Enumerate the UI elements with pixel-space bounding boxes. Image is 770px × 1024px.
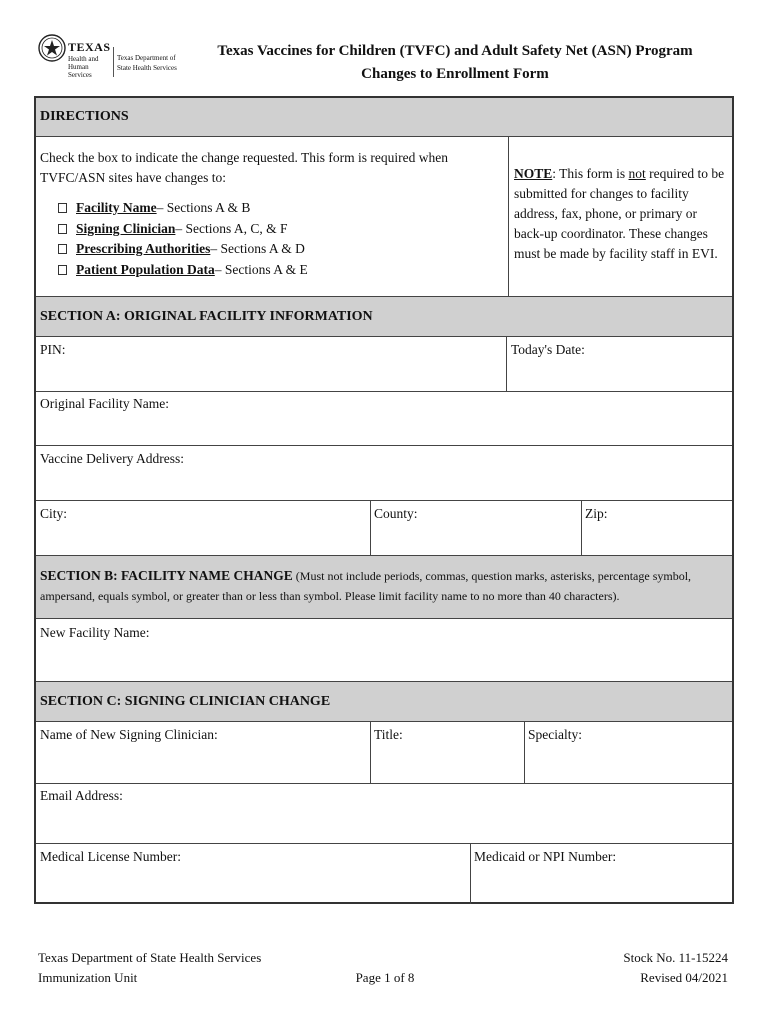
texas-star-seal-icon (38, 34, 66, 62)
new-facility-name-field-label[interactable]: New Facility Name: (40, 625, 150, 640)
cell-divider (581, 500, 582, 556)
row-divider (36, 391, 732, 392)
change-options-list (58, 198, 308, 280)
signing-clinician-name-field-label[interactable]: Name of New Signing Clinician: (40, 727, 218, 742)
cell-divider (524, 722, 525, 783)
row-divider (36, 500, 732, 501)
city-field-label[interactable]: City: (40, 506, 68, 521)
enrollment-change-form (34, 96, 734, 904)
vaccine-delivery-address-field-label[interactable]: Vaccine Delivery Address: (40, 451, 184, 466)
title-line-2: Changes to Enrollment Form (361, 66, 549, 82)
option-patient-population-data[interactable]: Patient Population Data – Sections A & E (58, 260, 308, 281)
document-title (210, 40, 700, 86)
section-b-instructions: (Must not include periods, commas, question marks, asterisks, percentage symbol, ampersand, equals symbol, or greater than or less than symbol. Please limit facility name to no more than 40 characters). (40, 569, 692, 603)
cell-divider (370, 722, 371, 783)
option-signing-clinician[interactable]: Signing Clinician – Sections A, C, & F (58, 219, 308, 240)
directions-note: NOTE: This form is not required to be submitted for changes to facility address, fax, phone, or primary or back-up coordinator. These changes must be made by facility staff in EVI. (514, 166, 725, 261)
logo-texas-text: TEXAS (68, 40, 111, 54)
cell-divider (506, 337, 507, 392)
directions-text: Check the box to indicate the change requested. This form is required when TVFC/ASN sites have changes to: (40, 150, 448, 185)
checkbox[interactable] (58, 203, 67, 213)
footer-unit: Immunization Unit (38, 970, 138, 985)
original-facility-name-field-label[interactable]: Original Facility Name: (40, 396, 169, 411)
logo-hhs-text: Health and Human Services (68, 55, 99, 79)
checkbox[interactable] (58, 224, 67, 234)
section-a-heading: SECTION A: ORIGINAL FACILITY INFORMATION (36, 296, 732, 337)
section-c-heading: SECTION C: SIGNING CLINICIAN CHANGE (36, 681, 732, 722)
cell-divider (370, 500, 371, 556)
zip-field-label[interactable]: Zip: (585, 506, 608, 521)
medicaid-npi-number-field-label[interactable]: Medicaid or NPI Number: (474, 849, 617, 864)
section-b-heading: SECTION B: FACILITY NAME CHANGE (Must not include periods, commas, question marks, asterisks, percentage symbol, ampersand, equals symbol, or greater than or less than symbol. Please limit facility name to no more than 40 characters). (36, 555, 732, 619)
option-prescribing-authorities[interactable]: Prescribing Authorities – Sections A & D (58, 239, 308, 260)
option-facility-name[interactable]: Facility Name – Sections A & B (58, 198, 308, 219)
specialty-field-label[interactable]: Specialty: (528, 727, 582, 742)
todays-date-field-label[interactable]: Today's Date: (511, 342, 585, 357)
logo-divider (113, 47, 114, 77)
footer-revised: Revised 04/2021 (640, 970, 728, 985)
footer-page-number: Page 1 of 8 (355, 970, 415, 985)
row-divider (36, 445, 732, 446)
logo-dshs-text: Texas Department of State Health Services (117, 54, 177, 72)
row-divider (36, 783, 732, 784)
cell-divider (470, 843, 471, 904)
checkbox[interactable] (58, 244, 67, 254)
title-field-label[interactable]: Title: (374, 727, 403, 742)
footer-stock: Stock No. 11-15224 (623, 950, 728, 965)
checkbox[interactable] (58, 265, 67, 275)
medical-license-number-field-label[interactable]: Medical License Number: (40, 849, 181, 864)
footer-stock-info (623, 948, 728, 988)
row-divider (36, 843, 732, 844)
pin-field-label[interactable]: PIN: (40, 342, 66, 357)
county-field-label[interactable]: County: (374, 506, 418, 521)
footer-org: Texas Department of State Health Services (38, 950, 262, 965)
directions-heading: DIRECTIONS (36, 98, 732, 137)
email-address-field-label[interactable]: Email Address: (40, 788, 123, 803)
directions-divider (508, 137, 509, 297)
title-line-1: Texas Vaccines for Children (TVFC) and Adult Safety Net (ASN) Program (217, 43, 693, 59)
